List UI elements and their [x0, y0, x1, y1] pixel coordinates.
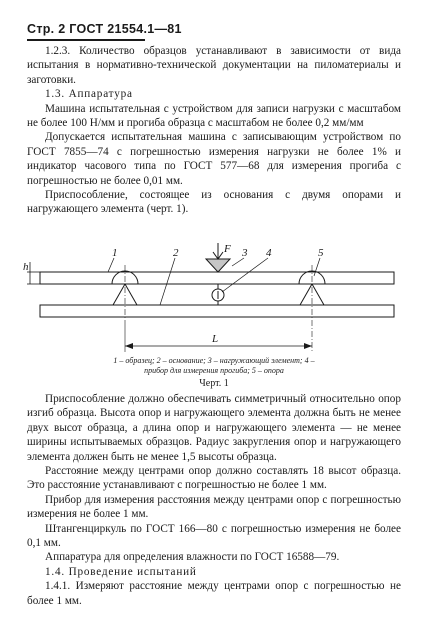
paragraph-fixture: Приспособление, состоящее из основания с двумя опорами и нагружающего элемента (черт. 1). — [27, 189, 401, 216]
leader-2 — [160, 258, 175, 305]
section-heading-1-3: 1.3. Аппаратура — [45, 88, 133, 101]
page-header: Стр. 2 ГОСТ 21554.1—81 — [27, 22, 182, 36]
span-arrow-right — [304, 343, 312, 349]
section-heading-1-4: 1.4. Проведение испытаний — [45, 565, 197, 578]
leader-4 — [222, 258, 268, 292]
leader-1 — [108, 258, 114, 272]
base-bar — [40, 305, 394, 317]
label-force: F — [224, 243, 231, 255]
label-2: 2 — [173, 247, 179, 259]
legend-line-2: прибор для измерения прогиба; 5 – опора — [144, 366, 284, 375]
paragraph-distance: Расстояние между центрами опор должно составлять 18 высот образца. Это расстояние устанавливают с погрешностью не более 1 мм. — [27, 465, 401, 492]
label-1: 1 — [112, 247, 118, 259]
figure-legend — [27, 356, 401, 376]
label-4: 4 — [266, 247, 272, 259]
label-span: L — [212, 333, 219, 345]
support-right — [299, 265, 325, 352]
label-h: h — [23, 261, 29, 273]
paragraph-symmetric: Приспособление должно обеспечивать симметричный относительно опор изгиб образца. Высота опор и нагружающего элемента должна быть не менее двух высот образца, а длина опор и нагружающего элемента — не менее ширины испытываемых образцов. Радиус закругления опор и нагружающего элемента должен быть не менее 1,5 высоты образца. — [27, 393, 401, 463]
label-3: 3 — [242, 247, 248, 259]
figure-caption: Черт. 1 — [199, 378, 229, 389]
text-block-bottom — [27, 392, 401, 608]
paragraph-caliper: Штангенциркуль по ГОСТ 166—80 с погрешностью измерения не более 0,1 мм. — [27, 522, 401, 550]
paragraph-measuring-device: Прибор для измерения расстояния между центрами опор с погрешностью измерения не более 1 мм. — [27, 493, 401, 521]
paragraph-machine: Машина испытательная с устройством для записи нагрузки с масштабом не более 100 Н/мм и прогиба образца с масштабом не более 0,2 мм/мм — [27, 102, 401, 130]
paragraph-1-4-1: 1.4.1. Измеряют расстояние между центрами опор с погрешностью не более 1 мм. — [27, 580, 401, 607]
dial-indicator — [212, 284, 224, 305]
support-left — [112, 265, 138, 325]
span-arrow-left — [125, 343, 133, 349]
specimen-bar — [40, 272, 394, 284]
label-5: 5 — [318, 247, 324, 259]
paragraph-1-2-3: 1.2.3. Количество образцов устанавливают в зависимости от вида испытания в нормативно-технической документации на пиломатериалы и заготовки. — [27, 45, 401, 86]
paragraph-moisture: Аппаратура для определения влажности по ГОСТ 16588—79. — [45, 551, 340, 564]
leader-3 — [232, 258, 244, 266]
legend-line-1: 1 – образец; 2 – основание; 3 – нагружающий элемент; 4 – — [113, 356, 315, 365]
paragraph-allowed: Допускается испытательная машина с записывающим устройством по ГОСТ 7855—74 с погрешностью измерения нагрузки не более 1% и индикатор часового типа по ГОСТ 577—68 для измерения прогиба с погрешностью не более 0,01 мм. — [27, 131, 401, 187]
